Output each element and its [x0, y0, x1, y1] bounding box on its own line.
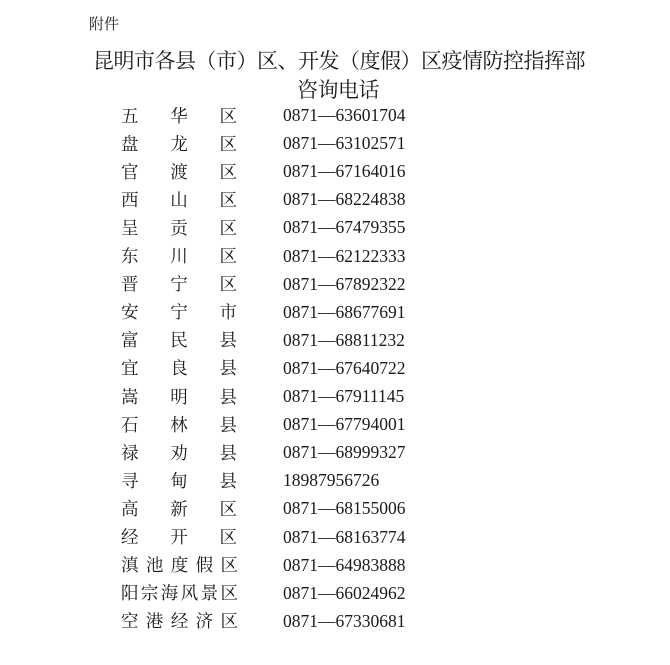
district-name-char: 川 — [170, 247, 188, 267]
district-name-char: 禄 — [121, 443, 139, 464]
directory-row — [0, 382, 670, 410]
phone-number: 0871—68163774 — [283, 526, 406, 547]
district-name-char: 甸 — [170, 471, 188, 492]
district-name-char: 渡 — [170, 162, 188, 183]
district-name-char: 区 — [219, 106, 237, 127]
district-name-char: 经 — [121, 528, 139, 548]
district-name-char: 县 — [219, 415, 237, 436]
district-name-char: 市 — [219, 303, 237, 324]
district-name-char: 区 — [220, 612, 237, 633]
district-name — [121, 354, 237, 382]
district-name-char: 东 — [121, 247, 139, 267]
district-name-char: 县 — [219, 471, 237, 492]
district-name-char: 池 — [145, 556, 163, 577]
district-name — [121, 551, 237, 579]
directory-row — [0, 129, 670, 157]
directory-row — [0, 494, 670, 522]
phone-number: 0871—68999327 — [283, 442, 406, 463]
district-name-char: 富 — [121, 331, 139, 352]
district-name-char: 经 — [170, 612, 188, 633]
district-name-char: 区 — [219, 528, 237, 548]
directory-row — [0, 101, 670, 129]
directory-row — [0, 466, 670, 494]
document-subtitle: 咨询电话 — [297, 78, 379, 102]
document-title: 昆明市各县（市）区、开发（度假）区疫情防控指挥部 — [93, 49, 585, 73]
district-name-char: 宗 — [140, 584, 158, 605]
district-name-char: 良 — [170, 359, 188, 380]
district-name — [121, 438, 237, 466]
district-name-char: 官 — [121, 162, 139, 183]
phone-number: 0871—67479355 — [283, 217, 406, 238]
district-name-char: 县 — [219, 387, 237, 408]
district-name-char: 民 — [170, 331, 188, 352]
district-name-char: 呈 — [121, 218, 139, 239]
district-name — [121, 157, 237, 185]
directory-row — [0, 185, 670, 213]
phone-number: 0871—67640722 — [283, 357, 406, 378]
district-name — [121, 579, 237, 607]
phone-number: 0871—62122333 — [283, 245, 406, 266]
district-name-char: 宁 — [170, 275, 188, 296]
district-name-char: 石 — [121, 415, 139, 436]
directory-row — [0, 242, 670, 270]
directory-row — [0, 410, 670, 438]
phone-number: 0871—67794001 — [283, 414, 406, 435]
district-name-char: 风 — [180, 584, 198, 605]
district-name-char: 山 — [170, 190, 188, 211]
phone-number: 18987956726 — [283, 470, 380, 491]
district-name-char: 县 — [219, 443, 237, 464]
district-name-char: 景 — [200, 584, 218, 605]
district-name-char: 港 — [145, 612, 163, 633]
district-name-char: 区 — [219, 499, 237, 520]
district-name-char: 区 — [219, 190, 237, 211]
district-name-char: 龙 — [170, 134, 188, 155]
district-name — [121, 213, 237, 241]
phone-number: 0871—67164016 — [283, 161, 406, 182]
phone-number: 0871—63601704 — [283, 105, 406, 125]
phone-number: 0871—66024962 — [283, 582, 406, 603]
district-name-char: 安 — [121, 303, 139, 324]
district-name-char: 县 — [219, 359, 237, 380]
district-name-char: 宜 — [121, 359, 139, 380]
phone-number: 0871—67892322 — [283, 273, 406, 294]
district-name — [121, 382, 237, 410]
district-name — [121, 270, 237, 298]
district-name — [121, 410, 237, 438]
district-name — [121, 607, 237, 635]
district-name-char: 滇 — [121, 556, 138, 577]
district-name-char: 寻 — [121, 471, 139, 492]
district-name-char: 区 — [219, 247, 237, 267]
district-name-char: 假 — [195, 556, 213, 577]
district-name-char: 区 — [219, 162, 237, 183]
district-name-char: 嵩 — [121, 387, 139, 408]
phone-number: 0871—63102571 — [283, 133, 406, 154]
directory-row — [0, 438, 670, 466]
directory-row — [0, 270, 670, 298]
district-name — [121, 523, 237, 551]
directory-row — [0, 579, 670, 607]
district-name — [121, 466, 237, 494]
district-name-char: 西 — [121, 190, 139, 211]
phone-number: 0871—68155006 — [283, 498, 406, 519]
district-name-char: 区 — [219, 218, 237, 239]
district-name-char: 区 — [220, 584, 237, 605]
directory-row — [0, 523, 670, 551]
district-name-char: 区 — [219, 134, 237, 155]
district-name-char: 高 — [121, 499, 139, 520]
phone-number: 0871—68224838 — [283, 189, 406, 210]
district-name-char: 济 — [195, 612, 213, 633]
phone-number: 0871—64983888 — [283, 554, 406, 575]
district-name-char: 华 — [170, 106, 188, 127]
district-name — [121, 494, 237, 522]
district-name-char: 宁 — [170, 303, 188, 324]
directory-row — [0, 157, 670, 185]
district-name-char: 明 — [170, 387, 188, 408]
attachment-label: 附件 — [89, 15, 120, 33]
district-name-char: 林 — [170, 415, 188, 436]
district-name-char: 劝 — [170, 443, 188, 464]
directory-row — [0, 354, 670, 382]
district-name — [121, 129, 237, 157]
district-name-char: 晋 — [121, 275, 139, 296]
phone-number: 0871—68811232 — [283, 329, 405, 350]
district-name-char: 县 — [219, 331, 237, 352]
district-name-char: 盘 — [121, 134, 139, 155]
district-name — [121, 242, 237, 270]
district-name-char: 阳 — [121, 584, 138, 605]
district-name-char: 海 — [160, 584, 178, 605]
district-name-char: 开 — [170, 528, 188, 548]
district-name — [121, 326, 237, 354]
directory-row — [0, 213, 670, 241]
district-name — [121, 298, 237, 326]
district-name — [121, 101, 237, 129]
district-name-char: 新 — [170, 499, 188, 520]
district-name-char: 区 — [220, 556, 237, 577]
district-name-char: 度 — [170, 556, 188, 577]
directory-row — [0, 551, 670, 579]
phone-number: 0871—67911145 — [283, 386, 405, 406]
district-name — [121, 185, 237, 213]
directory-row — [0, 326, 670, 354]
district-name-char: 空 — [121, 612, 138, 633]
directory-row — [0, 298, 670, 326]
directory-row — [0, 607, 670, 635]
phone-number: 0871—67330681 — [283, 610, 406, 631]
district-name-char: 贡 — [170, 218, 188, 239]
district-name-char: 五 — [121, 106, 139, 127]
phone-number: 0871—68677691 — [283, 301, 406, 322]
district-name-char: 区 — [219, 275, 237, 296]
